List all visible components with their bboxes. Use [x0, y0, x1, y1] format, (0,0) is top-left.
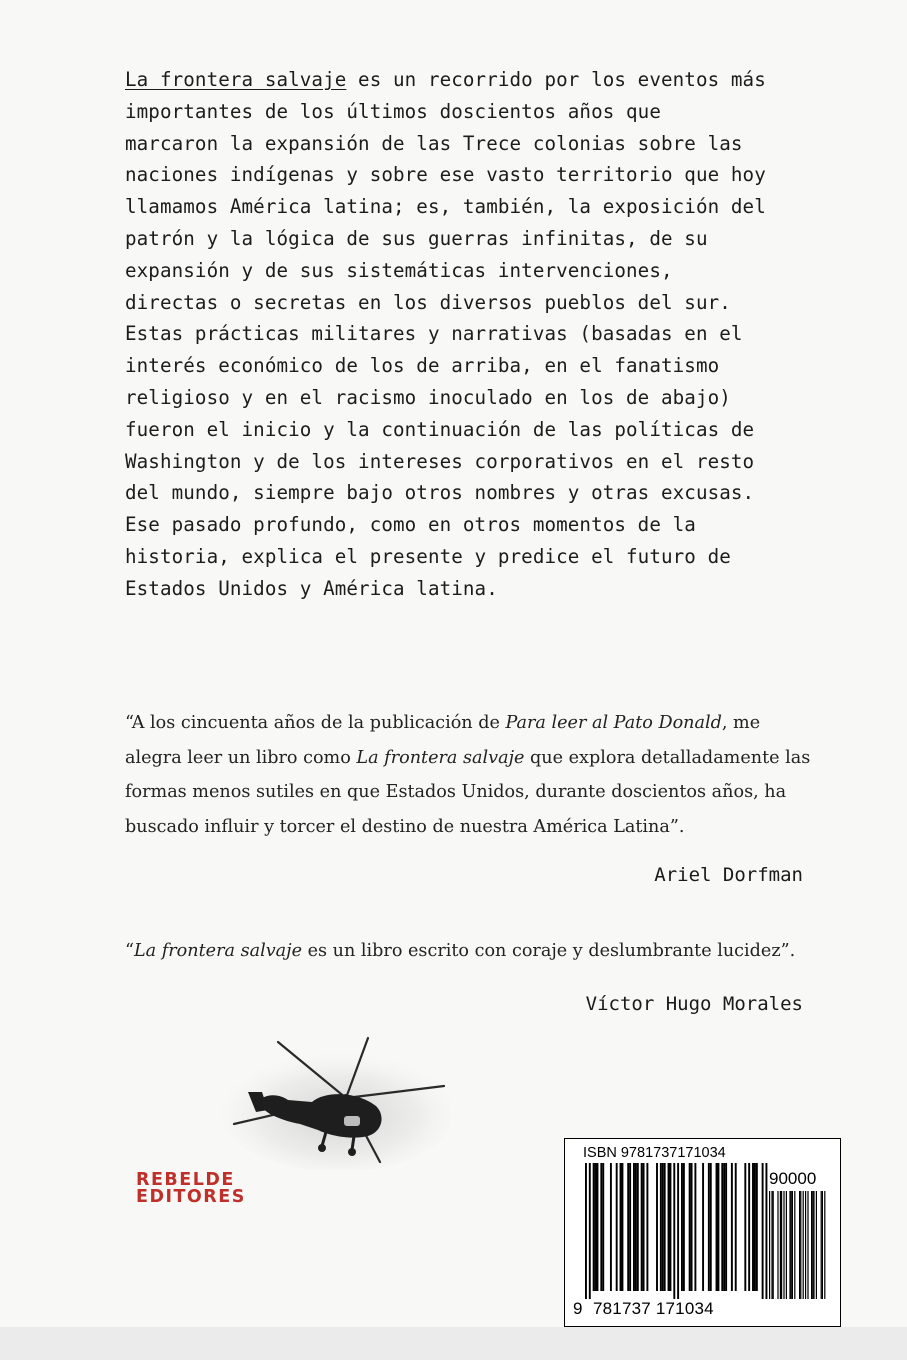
barcode-bar [777, 1191, 778, 1299]
barcode-bar [769, 1191, 770, 1299]
blurb-author-dorfman: Ariel Dorfman [654, 864, 803, 886]
barcode-bar [635, 1163, 637, 1291]
barcode-bar [683, 1163, 685, 1291]
cited-title: La frontera salvaje [134, 941, 303, 961]
barcode-bar [589, 1163, 591, 1299]
barcode-bar [824, 1191, 825, 1299]
barcode-bar [691, 1163, 693, 1291]
barcode-bar [656, 1163, 658, 1291]
barcode-bar [602, 1163, 604, 1291]
barcode-bar [791, 1191, 792, 1299]
barcode-bar [669, 1163, 671, 1291]
barcode-bar [595, 1163, 597, 1291]
barcode-bar [807, 1191, 808, 1299]
barcode-bar [664, 1163, 666, 1291]
book-title-underlined: La frontera salvaje [125, 68, 347, 91]
barcode-bar [620, 1163, 622, 1291]
blurb-dorfman: “A los cincuenta años de la publicación de Para leer al Pato Donald, me alegra leer un libro como La frontera salvaje que explora detalladamente las formas menos sutiles en que Estados Unidos, durante doscientos años, ha buscado influir y torcer el destino de nuestra América Latina”. [125, 713, 811, 837]
barcode-bar [792, 1191, 793, 1299]
barcode-bar [646, 1163, 648, 1291]
ean-first-digit: 9 [573, 1299, 583, 1318]
barcode-bar [781, 1191, 782, 1299]
barcode-bar [756, 1163, 758, 1291]
synopsis-line: Washington y de los intereses corporativos en el resto [125, 449, 755, 473]
barcode-bar [616, 1163, 618, 1291]
barcode-bar [662, 1163, 664, 1291]
barcode-bar [816, 1191, 817, 1299]
isbn-label: ISBN 9781737171034 [583, 1145, 726, 1161]
blurb-author-morales: Víctor Hugo Morales [585, 993, 803, 1015]
barcode-bar [629, 1163, 631, 1291]
barcode-bar [677, 1163, 679, 1299]
barcode-bar [660, 1163, 662, 1291]
barcode-bar [800, 1191, 801, 1299]
barcode-bar [822, 1191, 823, 1299]
barcode-bar [610, 1163, 612, 1291]
synopsis-line: fueron el inicio y la continuación de las políticas de [125, 417, 755, 441]
barcode-bar [721, 1163, 723, 1291]
barcode-bar [593, 1163, 595, 1291]
barcode-bar [780, 1191, 781, 1299]
barcode-bar [773, 1191, 774, 1299]
barcode-bar [627, 1163, 629, 1291]
barcode-bar [744, 1163, 746, 1291]
barcode-bar [754, 1163, 756, 1291]
barcode-bar [597, 1163, 599, 1291]
barcode-bar [708, 1163, 710, 1291]
barcode-bar [752, 1163, 754, 1291]
barcode-bar [748, 1163, 750, 1291]
barcode-bar [805, 1191, 806, 1299]
price-addon-code: 90000 [769, 1169, 817, 1188]
barcode-bar [813, 1191, 814, 1299]
barcode-bar [689, 1163, 691, 1291]
barcode-bar [812, 1191, 813, 1299]
synopsis-line: importantes de los últimos doscientos años que [125, 99, 661, 123]
cited-title: La frontera salvaje [356, 747, 525, 768]
barcode-bar [585, 1163, 587, 1299]
barcode-bar [735, 1163, 737, 1291]
barcode-bar [794, 1191, 795, 1299]
barcode-bar [789, 1191, 790, 1299]
synopsis-line: llamamos América latina; es, también, la exposición del [125, 195, 766, 219]
cited-title: Para leer al Pato Donald [505, 713, 722, 733]
barcode-bar [668, 1163, 670, 1291]
barcode-bar [803, 1191, 804, 1299]
isbn-barcode [564, 1138, 841, 1327]
synopsis-line: naciones indígenas y sobre ese vasto territorio que hoy [125, 163, 766, 187]
barcode-bar [702, 1163, 704, 1291]
helicopter-illustration [218, 1028, 450, 1170]
synopsis-line: Ese pasado profundo, como en otros momentos de la [125, 513, 696, 537]
blurb-morales: “La frontera salvaje es un libro escrito con coraje y deslumbrante lucidez”. [125, 941, 796, 961]
barcode-bar [762, 1163, 764, 1299]
barcode-bar [765, 1163, 767, 1299]
barcode-bar [771, 1191, 772, 1299]
barcode-bar [600, 1163, 602, 1291]
barcode-bar [673, 1163, 675, 1299]
synopsis-line: patrón y la lógica de sus guerras infinitas, de su [125, 226, 708, 250]
synopsis-line: marcaron la expansión de las Trece colonias sobre las [125, 131, 743, 155]
barcode-bar [643, 1163, 645, 1291]
barcode-bar [641, 1163, 643, 1291]
barcode-bar [811, 1191, 812, 1299]
barcode-bar [681, 1163, 683, 1291]
barcode-bar [723, 1163, 725, 1291]
synopsis: La frontera salvaje es un recorrido por los eventos más importantes de los últimos doscientos años que marcaron la expansión de las Trece colonias sobre las naciones indígenas y sobre ese vasto territorio que hoy llamamos América latina; es, también, la exposición del patrón y la lógica de sus guerras infinitas, de su expansión y de sus sistemáticas intervenciones, directas o secretas en los diversos pueblos del sur. Estas prácticas militares y narrativas (basadas en el interés económico de los de arriba, en el fanatismo religioso y en el racismo inoculado en los de abajo) fueron el inicio y la continuación de las políticas de Washington y de los intereses corporativos en el resto del mundo, siempre bajo otros nombres y otras excusas. Ese pasado profundo, como en otros momentos de la historia, explica el presente y predice el futuro de Estados Unidos y América latina. [125, 64, 825, 605]
barcode-bar [725, 1163, 727, 1291]
barcode-bar [821, 1191, 822, 1299]
barcode-bar [694, 1163, 696, 1291]
barcode-bar [716, 1163, 718, 1291]
synopsis-line: interés económico de los de arriba, en el fanatismo [125, 354, 720, 378]
barcode-bar [710, 1163, 712, 1291]
barcode-bar [637, 1163, 639, 1291]
publisher-logo: REBELDE EDITORES [136, 1170, 246, 1207]
barcode-bar [717, 1163, 719, 1291]
synopsis-line: historia, explica el presente y predice el futuro de [125, 544, 731, 568]
synopsis-line: directas o secretas en los diversos pueblos del sur. [125, 290, 731, 314]
barcode-bar [783, 1191, 784, 1299]
synopsis-line: del mundo, siempre bajo otros nombres y otras excusas. [125, 481, 755, 505]
synopsis-line: expansión y de sus sistemáticas intervenciones, [125, 258, 673, 282]
barcode-bar [731, 1163, 733, 1291]
synopsis-line: religioso y en el racismo inoculado en los de abajo) [125, 385, 731, 409]
barcode-bar [633, 1163, 635, 1291]
synopsis-line: Estas prácticas militares y narrativas (basadas en el [125, 322, 743, 346]
barcode-bar [799, 1191, 800, 1299]
ean-digits: 781737 171034 [593, 1299, 714, 1318]
synopsis-line: Estados Unidos y América latina. [125, 576, 498, 600]
barcode-bar [621, 1163, 623, 1291]
barcode-bar [786, 1191, 787, 1299]
